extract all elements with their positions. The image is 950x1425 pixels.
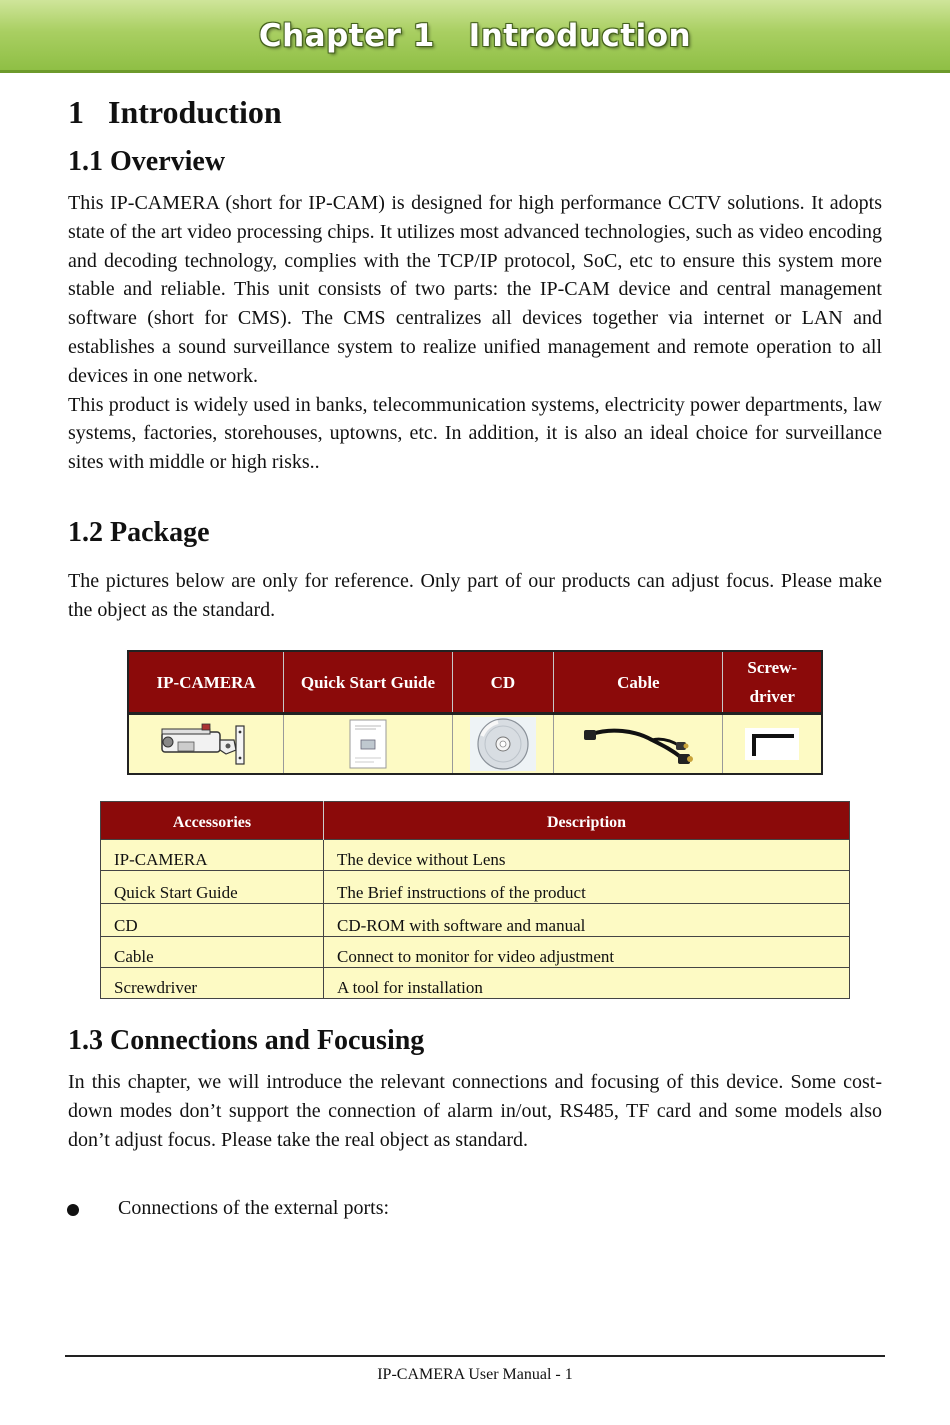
overview-paragraph-2: This product is widely used in banks, telecommunication systems, electricity power departments, law systems, factories, storehouses, uptowns, etc. In addition, it is also an ideal choice for surveillance sites with middle or high risks.. <box>68 393 882 474</box>
hex-key-icon <box>744 726 800 762</box>
bullet-dot-icon <box>67 1204 79 1216</box>
cable-icon <box>580 718 696 770</box>
footer-divider <box>65 1355 885 1357</box>
section-heading-package: 1.2 Package <box>68 517 210 548</box>
package-cell-quick-start-guide <box>284 714 452 775</box>
connections-text <box>68 1068 882 1154</box>
accessory-name: Cable <box>101 937 324 968</box>
section-heading-overview: 1.1 Overview <box>68 146 226 177</box>
accessory-description: CD-ROM with software and manual <box>324 904 850 937</box>
package-image-row <box>128 714 822 775</box>
accessory-description: Connect to monitor for video adjustment <box>324 937 850 968</box>
accessory-description: A tool for installation <box>324 968 850 999</box>
table-row <box>101 840 850 871</box>
table-row <box>101 871 850 904</box>
section-heading-connections: 1.3 Connections and Focusing <box>68 1025 425 1056</box>
accessory-description: The Brief instructions of the product <box>324 871 850 904</box>
package-paragraph: The pictures below are only for reference. Only part of our products can adjust focus. Please make the object as the standard. <box>68 570 882 621</box>
package-header-screwdriver: Screw-driver <box>723 651 822 714</box>
accessories-header-row <box>101 802 850 840</box>
overview-paragraph-1: This IP-CAMERA (short for IP-CAM) is designed for high performance CCTV solutions. It adopts state of the art video processing chips. It utilizes most advanced technologies, such as video encoding and decoding technology, complies with the TCP/IP protocol, SoC, etc to ensure this system more stable and reliable. This unit consists of two parts: the IP-CAM device and central management software (short for CMS). The CMS centralizes all devices together via internet or LAN and establishes a sound surveillance system to realize unified management and remote operation to all devices in one network. <box>68 192 882 387</box>
accessory-description: The device without Lens <box>324 840 850 871</box>
table-row <box>101 937 850 968</box>
package-header-cd: CD <box>452 651 554 714</box>
chapter-title: Chapter 1 Introduction <box>258 18 692 54</box>
overview-text <box>68 189 882 477</box>
package-cell-cd <box>452 714 554 775</box>
accessory-name: CD <box>101 904 324 937</box>
connections-paragraph: In this chapter, we will introduce the relevant connections and focusing of this device. Some cost-down modes don’t support the connection of alarm in/out, RS485, TF card and some models also don’t adjust focus. Please take the real object as standard. <box>68 1071 882 1151</box>
accessory-name: Quick Start Guide <box>101 871 324 904</box>
package-contents-table <box>127 650 823 775</box>
cd-disc-icon <box>468 716 538 772</box>
package-header-quick-start-guide: Quick Start Guide <box>284 651 452 714</box>
accessory-name: Screwdriver <box>101 968 324 999</box>
bullet-camera-icon <box>156 720 256 768</box>
package-header-cable: Cable <box>554 651 723 714</box>
table-row <box>101 968 850 999</box>
package-cell-ip-camera <box>128 714 284 775</box>
accessories-header-description: Description <box>324 802 850 840</box>
accessory-name: IP-CAMERA <box>101 840 324 871</box>
chapter-banner <box>0 0 950 73</box>
package-header-ip-camera: IP-CAMERA <box>128 651 284 714</box>
accessories-header-accessories: Accessories <box>101 802 324 840</box>
package-text <box>68 567 882 625</box>
package-cell-cable <box>554 714 723 775</box>
bullet-item-external-ports: Connections of the external ports: <box>118 1197 390 1219</box>
section-heading-introduction: 1 Introduction <box>68 94 282 130</box>
guide-booklet-icon <box>346 718 390 770</box>
package-cell-screwdriver <box>723 714 822 775</box>
package-header-row <box>128 651 822 714</box>
table-row <box>101 904 850 937</box>
accessories-table <box>100 801 850 999</box>
page-footer: IP-CAMERA User Manual - 1 <box>377 1366 573 1383</box>
